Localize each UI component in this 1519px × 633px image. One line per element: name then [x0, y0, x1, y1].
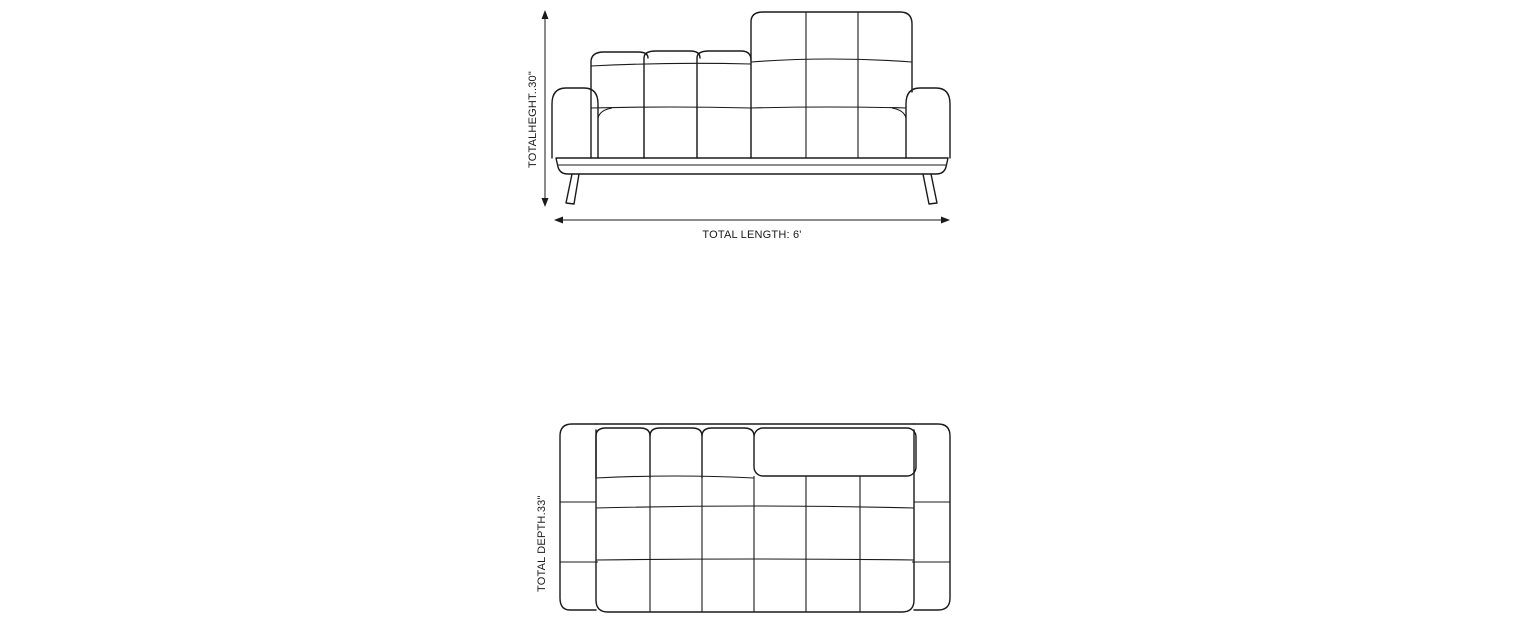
headrest-block-top [754, 428, 916, 476]
left-armrest-top [560, 424, 598, 610]
right-armrest-top [912, 424, 950, 610]
high-back-cushions [751, 12, 912, 158]
sofa-legs [566, 174, 937, 204]
length-dimension [554, 217, 950, 224]
height-label: TOTALHEGHT..30" [527, 71, 539, 168]
seat-area-outline [596, 430, 914, 612]
depth-label: TOTAL DEPTH.33" [536, 495, 548, 592]
top-view [536, 424, 950, 612]
front-view [527, 10, 950, 241]
low-back-cushions [591, 51, 751, 158]
seat-cushion-lines [598, 108, 906, 158]
seat-grid-top [596, 476, 914, 612]
length-label: TOTAL LENGTH: 6' [702, 229, 802, 241]
back-cushions-top [596, 428, 754, 478]
right-armrest [906, 88, 950, 158]
sofa-base [556, 158, 948, 174]
height-dimension [542, 10, 549, 207]
